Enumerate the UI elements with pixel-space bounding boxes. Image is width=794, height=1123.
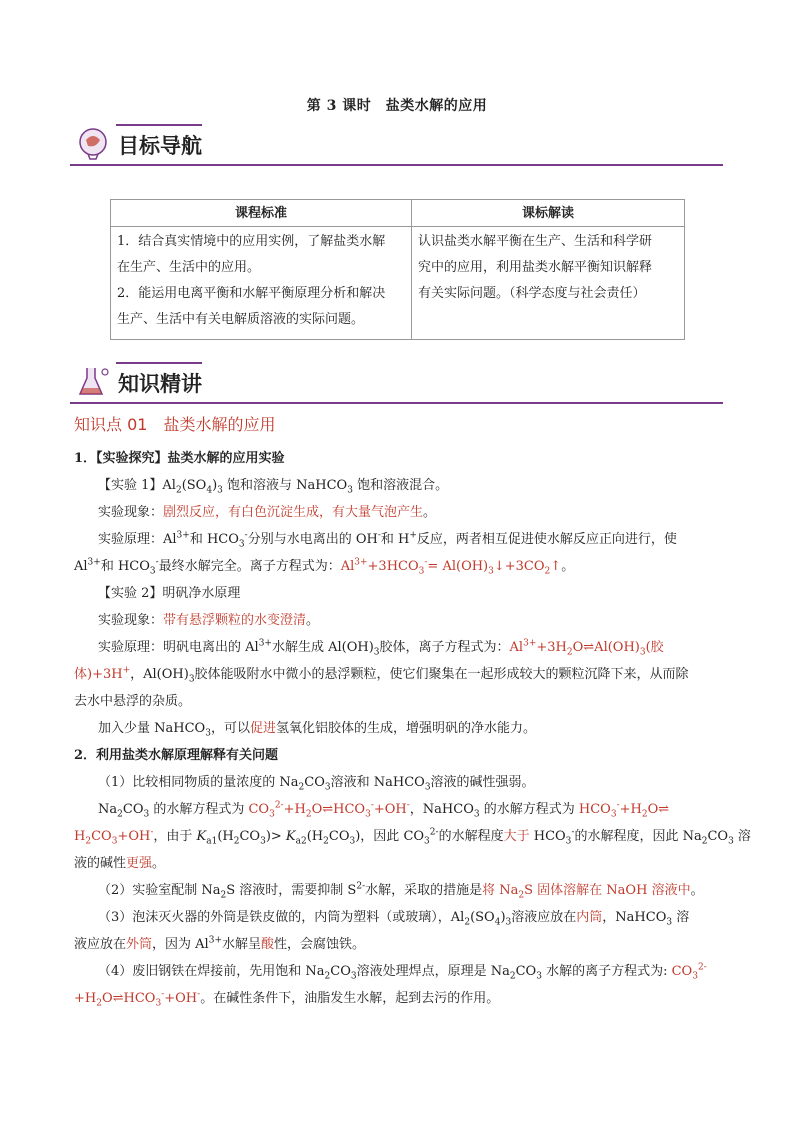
q1: （1）比较相同物质的量浓度的 $Na_2CO_3$溶液和 NaHCO$_3$溶液的碱性强弱。 — [98, 775, 535, 793]
item-1-heading: 1．【实验探究】盐类水解的应用实验 — [74, 451, 285, 466]
course-standard-table — [110, 199, 685, 340]
table-header-standard: 课程标准 — [111, 200, 412, 227]
item-2-heading: 2．利用盐类水解原理解释有关问题 — [74, 748, 279, 763]
section-header-knowledge — [70, 362, 723, 404]
q1-line1: $Na_2CO_3$ 的水解方程式为 $CO_3^{2-}+H_2O\rightleftharpoons HCO_3^-+OH^-$，NaHCO$_3$ 的水解方程式为 $HCO_3^-+H_2O\rightleftharpoons$ — [98, 800, 670, 820]
q3: （3）泡沫灭火器的外筒是铁皮做的，内筒为塑料（或玻璃），$Al_2(SO_4)_3$溶液应放在内筒，NaHCO$_3$ 溶 — [98, 910, 690, 928]
experiment-1-phenomenon: 实验现象：剧烈反应，有白色沉淀生成，有大量气泡产生。 — [98, 505, 437, 520]
q1-line3: 液的碱性更强。 — [74, 856, 166, 871]
q2: （2）实验室配制 $Na_2S$ 溶液时，需要抑制 $S^{2-}$水解，采取的措施是将 $Na_2S$ 固体溶解在 NaOH 溶液中。 — [98, 881, 704, 901]
q4-line2: $+H_2O\rightleftharpoons HCO_3^-+OH^-$。在碱性条件下，油脂发生水解，起到去污的作用。 — [74, 989, 500, 1009]
experiment-1-equation: $Al^{3+}$和 $HCO_3^-$最终水解完全。离子方程式为：$Al^{3+}+3HCO_3^-=$ $Al(OH)_3↓+3CO_2↑$。 — [74, 557, 575, 577]
page-title: 第 3 课时 盐类水解的应用 — [306, 98, 488, 114]
table-cell-standard: 1．结合真实情境中的应用实例，了解盐类水解 在生产、生活中的应用。 2．能运用电离平衡和水解平衡原理分析和解决 生产、生活中有关电解质溶液的实际问题。 — [111, 227, 412, 340]
q3-line2: 液应放在外筒，因为 $Al^{3+}$水解呈酸性，会腐蚀铁。 — [74, 935, 366, 952]
experiment-1: 【实验 1】$Al_2(SO_4)_3$ 饱和溶液与 NaHCO$_3$ 饱和溶液混合。 — [98, 478, 449, 496]
q1-line2: $H_2CO_3+OH^-$，由于 $K_{a1}(H_2CO_3)> K_{a2}(H_2CO_3)$，因此 $CO_3^{2-}$的水解程度大于 $HCO_3^-$的水解程度，因此 $Na_2CO_3$ 溶 — [74, 827, 751, 847]
experiment-1-principle: 实验原理：$Al^{3+}$和 $HCO_3^-$分别与水电离出的 OH-和 H+反应，两者相互促进使水解反应正向进行，使 — [98, 530, 677, 550]
experiment-2-principle: 实验原理：明矾电离出的 $Al^{3+}$水解生成 $Al(OH)_3$胶体，离子方程式为：$Al^{3+}+3H_2O\rightleftharpoons Al(OH)_3$(胶 — [98, 638, 664, 658]
table-cell-interpret: 认识盐类水解平衡在生产、生活和科学研 究中的应用，利用盐类水解平衡知识解释 有关实际问题。（科学态度与社会责任） — [412, 227, 685, 340]
section-label-knowledge: 知识精讲 — [118, 372, 202, 396]
section-header-goal — [70, 124, 723, 166]
knowledge-point-title: 知识点 01 盐类水解的应用 — [74, 415, 276, 434]
q4: （4）废旧钢铁在焊接前，先用饱和 $Na_2CO_3$溶液处理焊点，原理是 $Na_2CO_3$ 水解的离子方程式为: $CO_3^{2-}$ — [98, 962, 707, 982]
section-label-goal: 目标导航 — [118, 134, 202, 158]
experiment-2-line3: 去水中悬浮的杂质。 — [74, 694, 192, 709]
experiment-2: 【实验 2】明矾净水原理 — [98, 586, 241, 601]
experiment-2-line2: 体)+3H+，$Al(OH)_3$胶体能吸附水中微小的悬浮颗粒，使它们聚集在一起形成较大的颗粒沉降下来，从而除 — [74, 665, 689, 685]
table-header-interpret: 课标解读 — [412, 200, 685, 227]
experiment-2-note: 加入少量 NaHCO$_3$，可以促进氢氧化铝胶体的生成，增强明矾的净水能力。 — [98, 721, 536, 739]
experiment-2-phenomenon: 实验现象：带有悬浮颗粒的水变澄清。 — [98, 613, 320, 628]
brain-icon — [76, 126, 110, 160]
flask-icon — [76, 364, 110, 398]
